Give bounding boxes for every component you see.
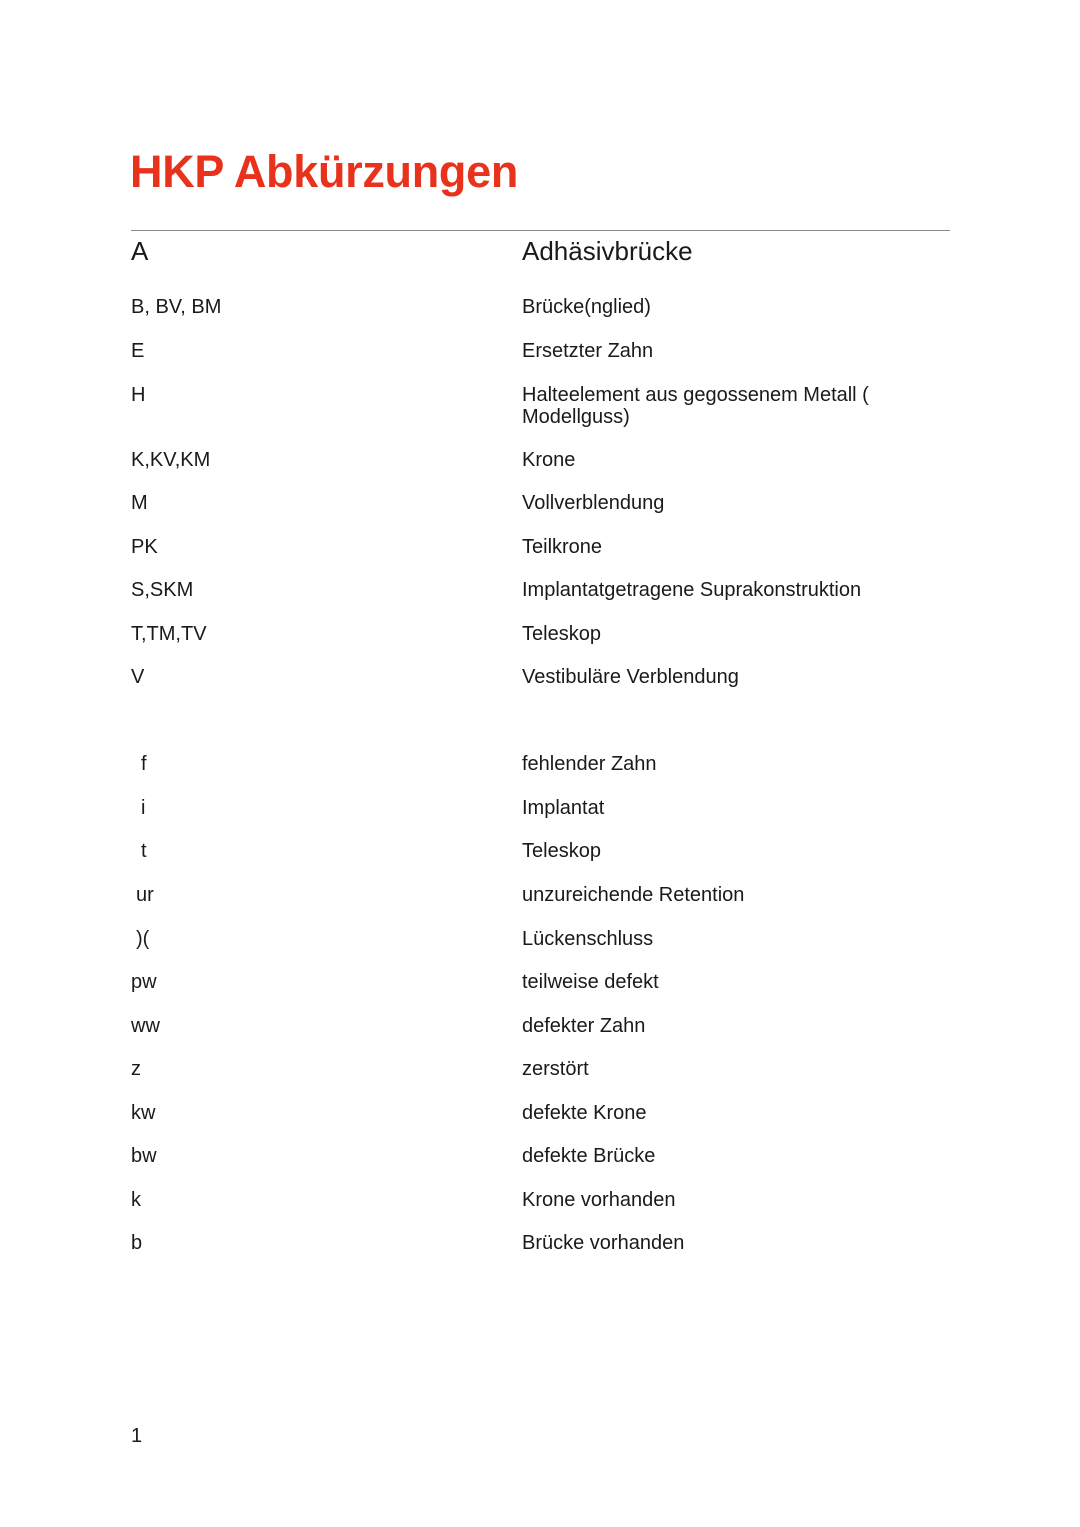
abbreviation: kw [131, 1102, 156, 1124]
description: Teleskop [522, 623, 601, 645]
abbreviation: ur [136, 884, 154, 906]
page-title: HKP Abkürzungen [130, 146, 519, 197]
abbreviation: S,SKM [131, 579, 194, 601]
abbreviation: )( [136, 928, 150, 950]
abbreviation: M [131, 492, 148, 514]
abbreviation: A [131, 236, 149, 266]
abbreviation: H [131, 384, 146, 406]
description: Krone vorhanden [522, 1189, 676, 1211]
description: defekter Zahn [522, 1015, 646, 1037]
abbreviation: PK [131, 536, 158, 558]
description: defekte Krone [522, 1102, 647, 1124]
page-number: 1 [131, 1425, 143, 1447]
description: Krone [522, 449, 576, 471]
abbreviation: f [141, 753, 147, 775]
description: unzureichende Retention [522, 884, 745, 906]
description: Brücke vorhanden [522, 1232, 685, 1254]
abbreviation: z [131, 1058, 141, 1080]
description: Ersetzter Zahn [522, 340, 654, 362]
abbreviation: b [131, 1232, 143, 1254]
abbreviation: i [141, 797, 146, 819]
description: Adhäsivbrücke [522, 236, 693, 266]
abbreviation: T,TM,TV [131, 623, 207, 645]
abbreviation: k [131, 1189, 141, 1211]
abbreviation: pw [131, 971, 157, 993]
description: defekte Brücke [522, 1145, 656, 1167]
abbreviation: t [141, 840, 147, 862]
abbreviation: V [131, 666, 145, 688]
abbreviation: E [131, 340, 145, 362]
abbreviation: B, BV, BM [131, 296, 222, 318]
title-divider [131, 230, 950, 231]
description: Vestibuläre Verblendung [522, 666, 739, 688]
description: zerstört [522, 1058, 589, 1080]
description: teilweise defekt [522, 971, 659, 993]
description: Implantat [522, 797, 605, 819]
description: Teilkrone [522, 536, 603, 558]
description: Lückenschluss [522, 928, 654, 950]
description: fehlender Zahn [522, 753, 657, 775]
abbreviation: K,KV,KM [131, 449, 211, 471]
description: Vollverblendung [522, 492, 665, 514]
description: Brücke(nglied) [522, 296, 651, 318]
abbreviation: bw [131, 1145, 157, 1167]
abbreviation: ww [131, 1015, 160, 1037]
description: Halteelement aus gegossenem Metall ( Modellguss) [522, 384, 869, 428]
description: Teleskop [522, 840, 601, 862]
description: Implantatgetragene Suprakonstruktion [522, 579, 862, 601]
